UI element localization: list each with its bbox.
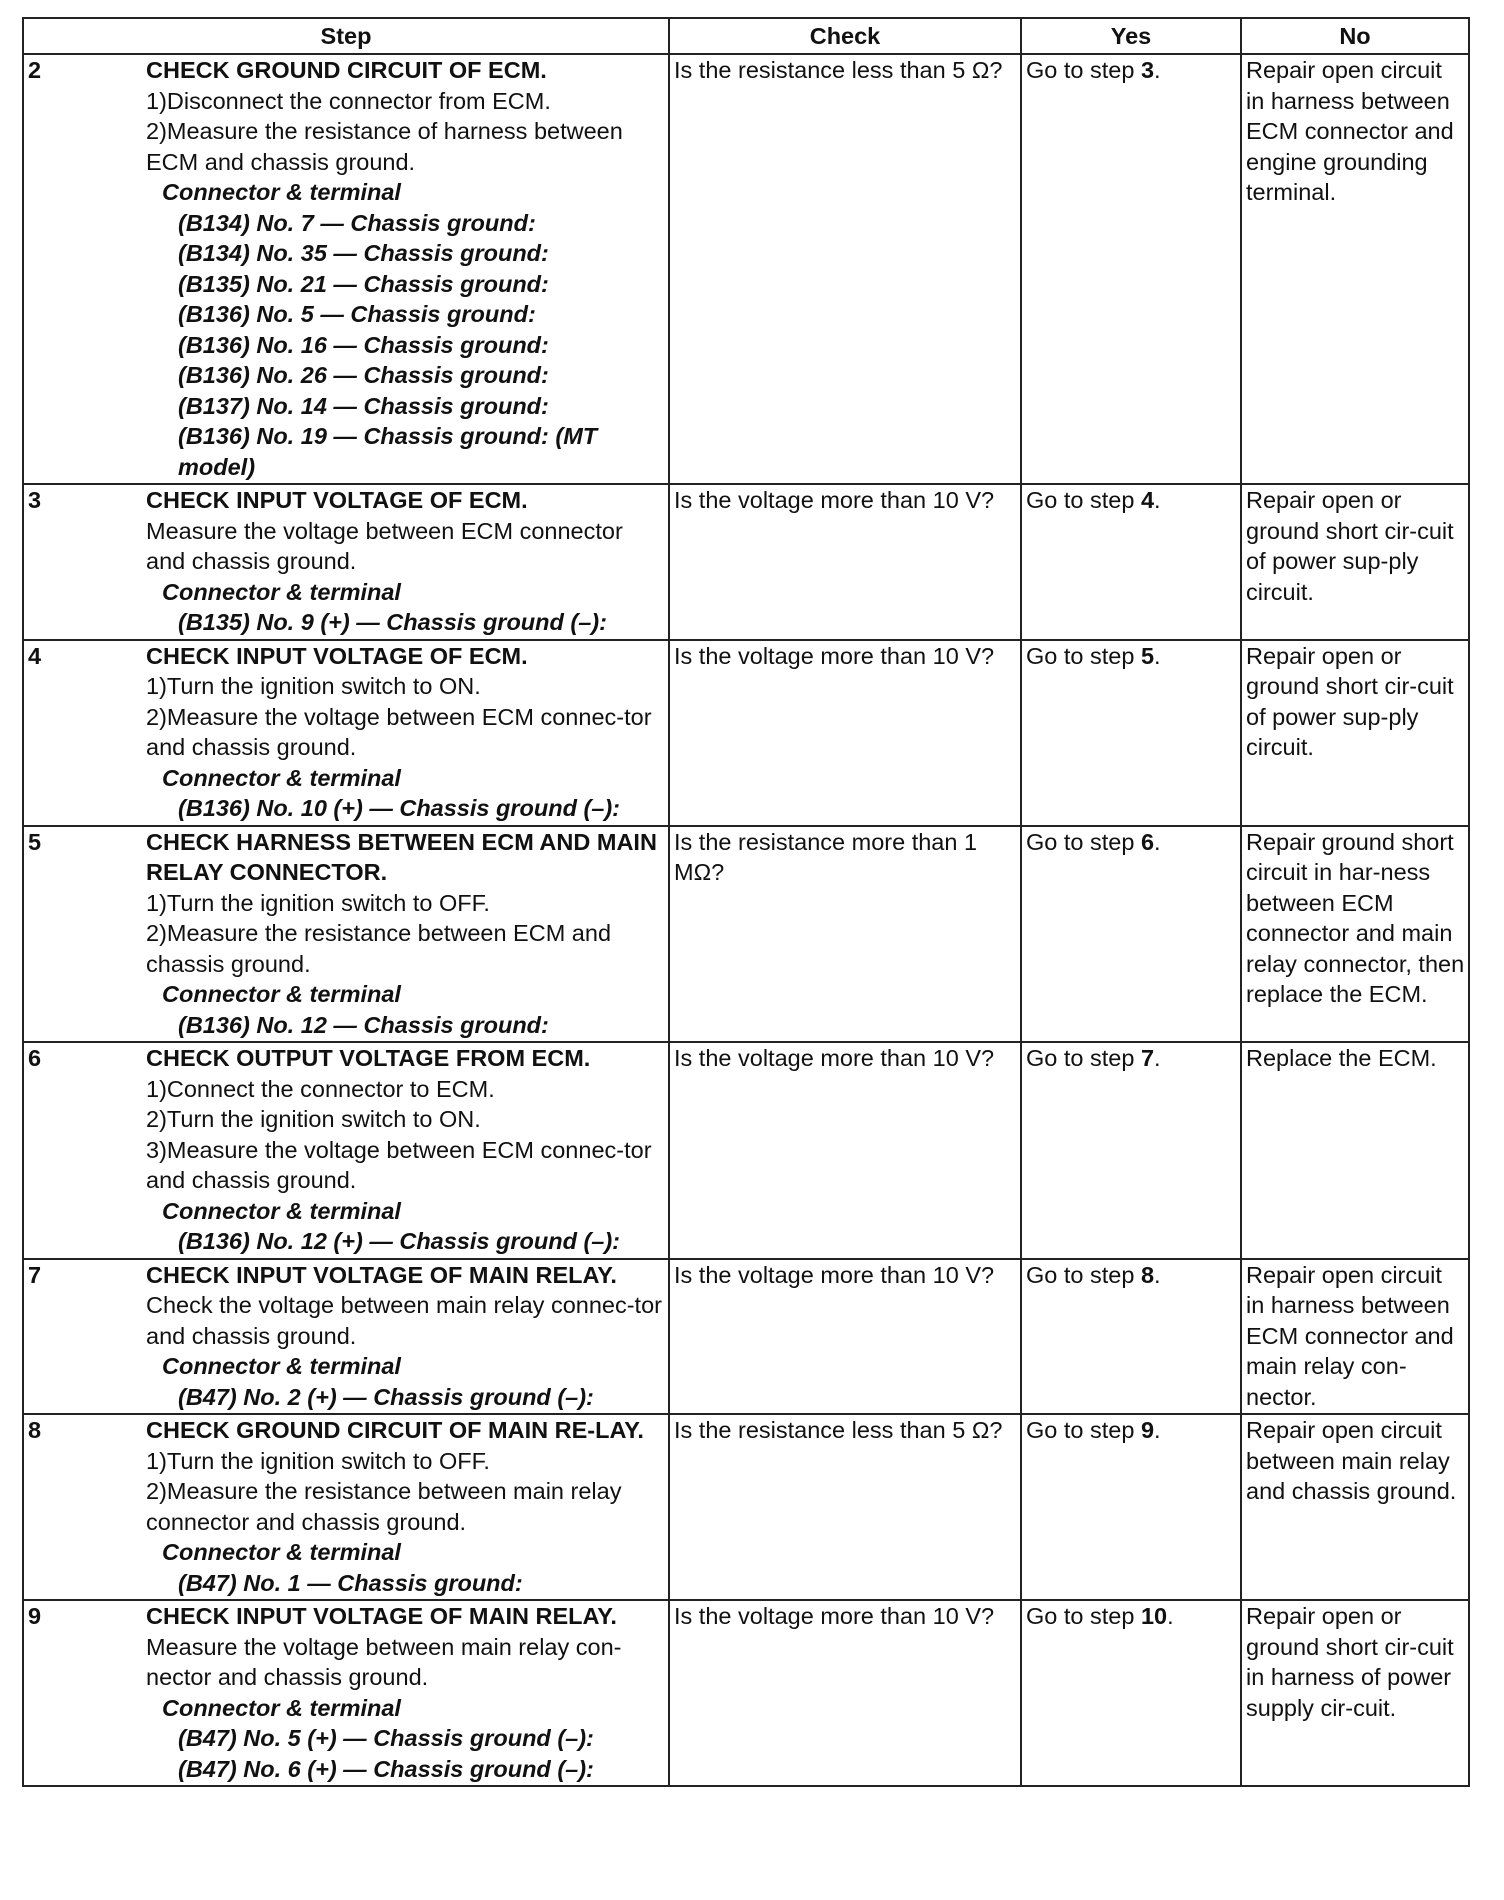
yes-step-number: 5 (1140, 642, 1155, 669)
connector-terminal: (B135) No. 9 (+) — Chassis ground (–): (178, 609, 607, 635)
instruction-line: Check the voltage between main relay connec-tor and chassis ground. (146, 1292, 662, 1349)
yes-prefix: Go to step (1026, 487, 1141, 513)
step-title: CHECK INPUT VOLTAGE OF MAIN RELAY. (146, 1603, 617, 1629)
connector-terminal: (B136) No. 5 — Chassis ground: (178, 301, 536, 327)
yes-step-number: 3 (1140, 57, 1155, 83)
yes-step-number: 9 (1140, 1417, 1155, 1443)
check-cell: Is the voltage more than 10 V? (669, 1600, 1021, 1786)
table-row (23, 1042, 1469, 1259)
check-cell: Is the resistance more than 1 MΩ? (669, 826, 1021, 1043)
header-step: Step (23, 18, 669, 54)
connector-terminal: (B47) No. 1 — Chassis ground: (178, 1569, 523, 1596)
step-instructions (146, 1632, 664, 1693)
connector-list (146, 1226, 664, 1257)
yes-suffix: . (1167, 1603, 1174, 1629)
instruction-line: 2)Turn the ignition switch to ON. (146, 1106, 481, 1132)
yes-cell (1021, 1414, 1241, 1600)
connector-list (146, 1723, 664, 1784)
step-title: CHECK GROUND CIRCUIT OF ECM. (146, 57, 547, 83)
connector-heading: Connector & terminal (162, 179, 401, 205)
yes-cell (1021, 54, 1241, 484)
step-number: 2 (28, 57, 42, 83)
yes-prefix: Go to step (1026, 1417, 1141, 1443)
no-cell: Repair open or ground short cir-cuit of power sup-ply circuit. (1241, 484, 1469, 640)
step-number: 8 (28, 1417, 42, 1443)
check-cell: Is the voltage more than 10 V? (669, 640, 1021, 826)
no-cell: Repair open circuit between main relay and chassis ground. (1241, 1414, 1469, 1600)
connector-terminal: (B137) No. 14 — Chassis ground: (178, 392, 549, 419)
table-row (23, 1414, 1469, 1600)
yes-suffix: . (1154, 642, 1161, 669)
connector-terminal: (B136) No. 19 — Chassis ground: (MT model) (178, 423, 598, 480)
instruction-line: 1)Turn the ignition switch to OFF. (146, 889, 490, 916)
yes-cell (1021, 826, 1241, 1043)
connector-terminal: (B136) No. 26 — Chassis ground: (178, 362, 549, 388)
header-yes: Yes (1021, 18, 1241, 54)
yes-step-number: 7 (1140, 1045, 1155, 1071)
step-cell (23, 54, 669, 484)
step-instructions (146, 671, 664, 763)
yes-suffix: . (1154, 57, 1161, 83)
instruction-line: 1)Disconnect the connector from ECM. (146, 87, 551, 114)
step-cell (23, 826, 669, 1043)
step-instructions (146, 1290, 664, 1351)
instruction-line: Measure the voltage between main relay con-nector and chassis ground. (146, 1633, 622, 1690)
table-row (23, 1259, 1469, 1415)
instruction-line: 2)Measure the resistance of harness between ECM and chassis ground. (146, 118, 623, 175)
step-cell (23, 1414, 669, 1600)
connector-terminal: (B136) No. 12 — Chassis ground: (178, 1011, 549, 1038)
step-number: 4 (28, 642, 42, 669)
yes-prefix: Go to step (1026, 1261, 1141, 1288)
yes-suffix: . (1154, 828, 1161, 855)
step-cell (23, 640, 669, 826)
step-cell (23, 484, 669, 640)
step-cell (23, 1042, 669, 1259)
connector-list (146, 1382, 664, 1413)
connector-terminal: (B134) No. 7 — Chassis ground: (178, 209, 536, 236)
instruction-line: 2)Measure the resistance between ECM and chassis ground. (146, 920, 612, 977)
table-row (23, 826, 1469, 1043)
yes-cell (1021, 1600, 1241, 1786)
step-title: CHECK INPUT VOLTAGE OF MAIN RELAY. (146, 1261, 617, 1288)
check-cell: Is the resistance less than 5 Ω? (669, 54, 1021, 484)
table-row (23, 1600, 1469, 1786)
connector-heading: Connector & terminal (162, 1694, 401, 1721)
table-row (23, 640, 1469, 826)
yes-prefix: Go to step (1026, 642, 1141, 669)
connector-terminal: (B134) No. 35 — Chassis ground: (178, 240, 549, 266)
yes-prefix: Go to step (1026, 57, 1141, 83)
instruction-line: 2)Measure the voltage between ECM connec-tor and chassis ground. (146, 703, 652, 760)
header-check: Check (669, 18, 1021, 54)
yes-step-number: 10 (1140, 1603, 1168, 1629)
no-cell: Repair open circuit in harness between ECM connector and engine grounding terminal. (1241, 54, 1469, 484)
table-row (23, 54, 1469, 484)
yes-prefix: Go to step (1026, 1603, 1141, 1629)
check-cell: Is the resistance less than 5 Ω? (669, 1414, 1021, 1600)
connector-heading: Connector & terminal (162, 981, 401, 1007)
connector-heading: Connector & terminal (162, 578, 401, 605)
table-row (23, 484, 1469, 640)
connector-terminal: (B135) No. 21 — Chassis ground: (178, 270, 549, 297)
no-cell: Replace the ECM. (1241, 1042, 1469, 1259)
no-cell: Repair open or ground short cir-cuit in harness of power supply cir-cuit. (1241, 1600, 1469, 1786)
step-number: 3 (28, 487, 42, 513)
step-instructions (146, 86, 664, 178)
yes-cell (1021, 1042, 1241, 1259)
connector-heading: Connector & terminal (162, 764, 401, 791)
instruction-line: 2)Measure the resistance between main relay connector and chassis ground. (146, 1478, 622, 1535)
header-row (23, 18, 1469, 54)
connector-terminal: (B47) No. 6 (+) — Chassis ground (–): (178, 1755, 594, 1782)
yes-step-number: 4 (1140, 487, 1155, 513)
table-body (23, 54, 1469, 1786)
connector-list (146, 1010, 664, 1041)
instruction-line: 1)Connect the connector to ECM. (146, 1075, 495, 1102)
step-number: 6 (28, 1045, 42, 1071)
yes-suffix: . (1154, 1261, 1161, 1288)
step-number: 9 (28, 1603, 42, 1629)
instruction-line: 1)Turn the ignition switch to ON. (146, 673, 481, 699)
no-cell: Repair ground short circuit in har-ness between ECM connector and main relay connector, then replace the ECM. (1241, 826, 1469, 1043)
header-no: No (1241, 18, 1469, 54)
connector-terminal: (B47) No. 5 (+) — Chassis ground (–): (178, 1725, 594, 1751)
yes-prefix: Go to step (1026, 828, 1141, 855)
connector-list (146, 793, 664, 824)
step-title: CHECK OUTPUT VOLTAGE FROM ECM. (146, 1045, 591, 1071)
step-title: CHECK HARNESS BETWEEN ECM AND MAIN RELAY CONNECTOR. (146, 828, 657, 885)
connector-list (146, 208, 664, 483)
check-cell: Is the voltage more than 10 V? (669, 1042, 1021, 1259)
no-cell: Repair open or ground short cir-cuit of power sup-ply circuit. (1241, 640, 1469, 826)
connector-terminal: (B47) No. 2 (+) — Chassis ground (–): (178, 1383, 594, 1410)
yes-step-number: 6 (1140, 828, 1155, 855)
yes-suffix: . (1154, 1417, 1161, 1443)
step-title: CHECK INPUT VOLTAGE OF ECM. (146, 487, 528, 513)
step-title: CHECK INPUT VOLTAGE OF ECM. (146, 642, 528, 669)
step-instructions (146, 1074, 664, 1196)
diagnostic-table (22, 17, 1470, 1787)
connector-heading: Connector & terminal (162, 1539, 401, 1565)
no-cell: Repair open circuit in harness between ECM connector and main relay con-nector. (1241, 1259, 1469, 1415)
step-cell (23, 1600, 669, 1786)
step-instructions (146, 888, 664, 980)
yes-step-number: 8 (1140, 1261, 1155, 1288)
yes-suffix: . (1154, 1045, 1161, 1071)
yes-cell (1021, 484, 1241, 640)
connector-list (146, 607, 664, 638)
step-instructions (146, 516, 664, 577)
instruction-line: 1)Turn the ignition switch to OFF. (146, 1447, 490, 1474)
yes-prefix: Go to step (1026, 1045, 1141, 1071)
yes-cell (1021, 1259, 1241, 1415)
connector-list (146, 1568, 664, 1599)
step-number: 7 (28, 1261, 42, 1288)
yes-cell (1021, 640, 1241, 826)
step-title: CHECK GROUND CIRCUIT OF MAIN RE-LAY. (146, 1417, 644, 1443)
connector-heading: Connector & terminal (162, 1353, 401, 1379)
connector-terminal: (B136) No. 10 (+) — Chassis ground (–): (178, 795, 621, 821)
connector-terminal: (B136) No. 12 (+) — Chassis ground (–): (178, 1228, 621, 1254)
yes-suffix: . (1154, 487, 1161, 513)
instruction-line: Measure the voltage between ECM connector and chassis ground. (146, 517, 623, 574)
check-cell: Is the voltage more than 10 V? (669, 1259, 1021, 1415)
step-cell (23, 1259, 669, 1415)
step-number: 5 (28, 828, 42, 855)
connector-heading: Connector & terminal (162, 1197, 401, 1224)
step-instructions (146, 1446, 664, 1538)
check-cell: Is the voltage more than 10 V? (669, 484, 1021, 640)
instruction-line: 3)Measure the voltage between ECM connec-tor and chassis ground. (146, 1136, 652, 1193)
connector-terminal: (B136) No. 16 — Chassis ground: (178, 331, 549, 358)
